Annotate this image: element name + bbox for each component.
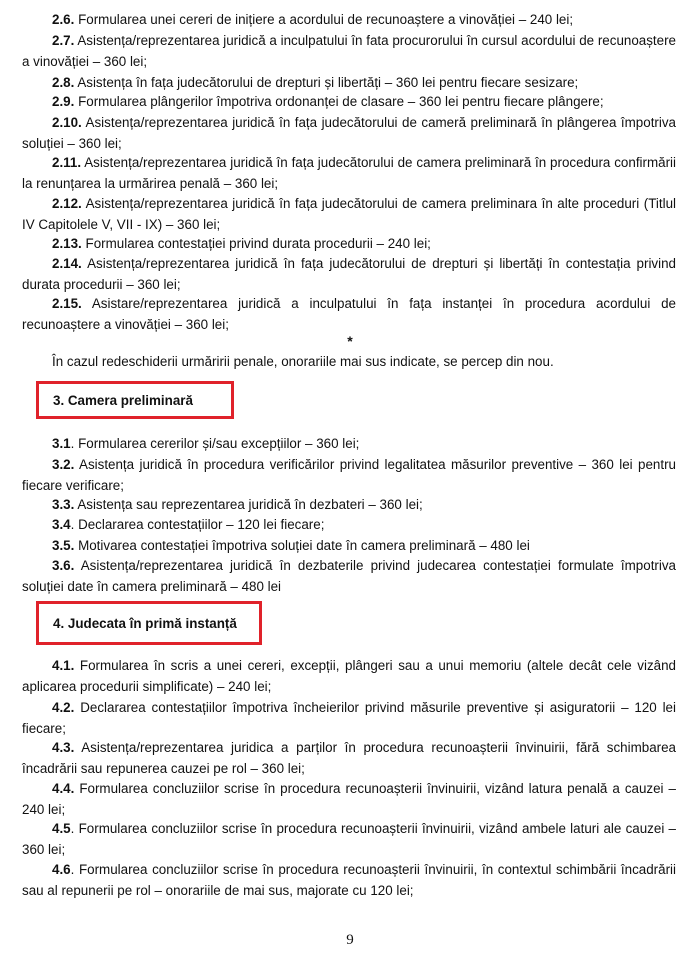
item-text: Formularea concluziilor scrise în procedura recunoașterii învinuirii, vizând latura penală a cauzei – 240 lei; [22, 781, 676, 817]
section-4-heading: 4. Judecata în primă instanță [53, 616, 237, 631]
item-text: . Formularea concluziilor scrise în procedura recunoașterii învinuirii, în contextul schimbării încadrării sau al repunerii pe rol – onorariile de mai sus, majorate cu 120 lei; [22, 862, 676, 898]
item-number: 3.5. [52, 538, 75, 553]
item-number: 4.6 [52, 862, 71, 877]
item-text: Asistența/reprezentarea juridică în dezbaterile privind judecarea contestației formulate împotriva soluției date în camera preliminară – 480 lei [22, 558, 676, 594]
reopening-note: În cazul redeschiderii urmăririi penale, onorariile mai sus indicate, se percep din nou. [52, 354, 554, 369]
item-number: 2.15. [52, 296, 82, 311]
section-3-heading-box [36, 381, 234, 419]
item-number: 2.11. [52, 155, 82, 170]
item-text: Formularea plângerilor împotriva ordonanței de clasare – 360 lei pentru fiecare plângere; [78, 94, 604, 109]
item-4-3 [22, 737, 676, 779]
item-2-6 [22, 9, 676, 30]
item-4-2 [22, 697, 676, 739]
item-number: 2.10. [52, 115, 82, 130]
item-text: Asistare/reprezentarea juridică a inculpatului în fața instanței în procedura acordului de recunoaștere a vinovăției – 360 lei; [22, 296, 676, 332]
item-2-14 [22, 253, 676, 295]
item-text: Asistența în fața judecătorului de drepturi și libertăți – 360 lei pentru fiecare sesizare; [77, 75, 579, 90]
item-number: 2.13. [52, 236, 82, 251]
item-number: 4.1. [52, 658, 75, 673]
item-2-13 [22, 233, 676, 254]
item-text: Asistența juridică în procedura verificărilor privind legalitatea măsurilor preventive – 360 lei pentru fiecare verificare; [22, 457, 676, 493]
item-text: . Formularea cererilor și/sau excepțiilor – 360 lei; [70, 436, 360, 451]
item-number: 3.3. [52, 497, 75, 512]
item-text: Motivarea contestației împotriva soluției date în camera preliminară – 480 lei [78, 538, 530, 553]
item-3-3 [22, 494, 676, 515]
item-number: 4.5 [52, 821, 71, 836]
item-number: 3.1 [52, 436, 71, 451]
section-3-heading: 3. Camera preliminară [53, 393, 193, 408]
item-text: Asistența/reprezentarea juridică în fața judecătorului de camera preliminara în alte proceduri (Titlul IV Capitolele V, VII - IX) – 360 lei; [22, 196, 677, 232]
item-2-9 [22, 91, 676, 112]
item-text: Formularea contestației privind durata procedurii – 240 lei; [85, 236, 431, 251]
item-3-1 [22, 433, 676, 454]
section-4-heading-box [36, 601, 262, 645]
item-2-11 [22, 152, 676, 194]
item-text: Asistența/reprezentarea juridică în fața judecătorului de drepturi și libertăți în contestația privind durata procedurii – 360 lei; [22, 256, 676, 292]
item-number: 2.12. [52, 196, 82, 211]
item-3-6 [22, 555, 676, 597]
item-2-7 [22, 30, 676, 72]
item-3-4 [22, 514, 676, 535]
item-text: Asistența sau reprezentarea juridică în dezbateri – 360 lei; [77, 497, 423, 512]
item-text: Asistența/reprezentarea juridică în fața judecătorului de camera preliminară în procedura confirmării la renunțarea la urmărirea penală – 360 lei; [22, 155, 676, 191]
item-number: 2.14. [52, 256, 82, 271]
item-2-15 [22, 293, 676, 335]
item-number: 2.8. [52, 75, 75, 90]
item-number: 2.7. [52, 33, 75, 48]
item-number: 3.4 [52, 517, 71, 532]
item-number: 4.2. [52, 700, 75, 715]
item-text: Formularea în scris a unei cereri, excepții, plângeri sau a unui memoriu (altele decât cele vizând aplicarea procedurii simplificate) – 240 lei; [22, 658, 676, 694]
item-text: Asistența/reprezentarea juridica a parților în procedura recunoașterii învinuirii, fără schimbarea încadrării sau repunerea cauzei pe rol – 360 lei; [22, 740, 676, 776]
item-4-5 [22, 818, 676, 860]
item-2-10 [22, 112, 676, 154]
item-number: 2.6. [52, 12, 75, 27]
item-2-8 [22, 72, 676, 93]
item-4-1 [22, 655, 676, 697]
item-3-5 [22, 535, 676, 556]
item-number: 2.9. [52, 94, 75, 109]
item-number: 3.6. [52, 558, 75, 573]
page-number: 9 [346, 932, 354, 948]
item-text: . Formularea concluziilor scrise în procedura recunoașterii învinuirii, vizând ambele laturi ale cauzei – 360 lei; [22, 821, 676, 857]
item-4-6 [22, 859, 676, 901]
item-number: 4.4. [52, 781, 75, 796]
item-2-12 [22, 193, 676, 235]
item-text: Asistența/reprezentarea juridică în fața judecătorului de cameră preliminară în plângerea împotriva soluției – 360 lei; [22, 115, 676, 151]
item-text: . Declararea contestațiilor – 120 lei fiecare; [70, 517, 325, 532]
item-text: Declararea contestațiilor împotriva încheierilor privind măsurile preventive și asiguratorii – 120 lei fiecare; [22, 700, 676, 736]
separator-asterisk: * [347, 333, 353, 349]
item-text: Formularea unei cereri de inițiere a acordului de recunoaștere a vinovăției – 240 lei; [78, 12, 574, 27]
item-number: 3.2. [52, 457, 75, 472]
item-text: Asistența/reprezentarea juridică a inculpatului în fata procurorului în cursul acordului de recunoaștere a vinovăției – 360 lei; [22, 33, 676, 69]
item-4-4 [22, 778, 676, 820]
item-number: 4.3. [52, 740, 75, 755]
item-3-2 [22, 454, 676, 496]
